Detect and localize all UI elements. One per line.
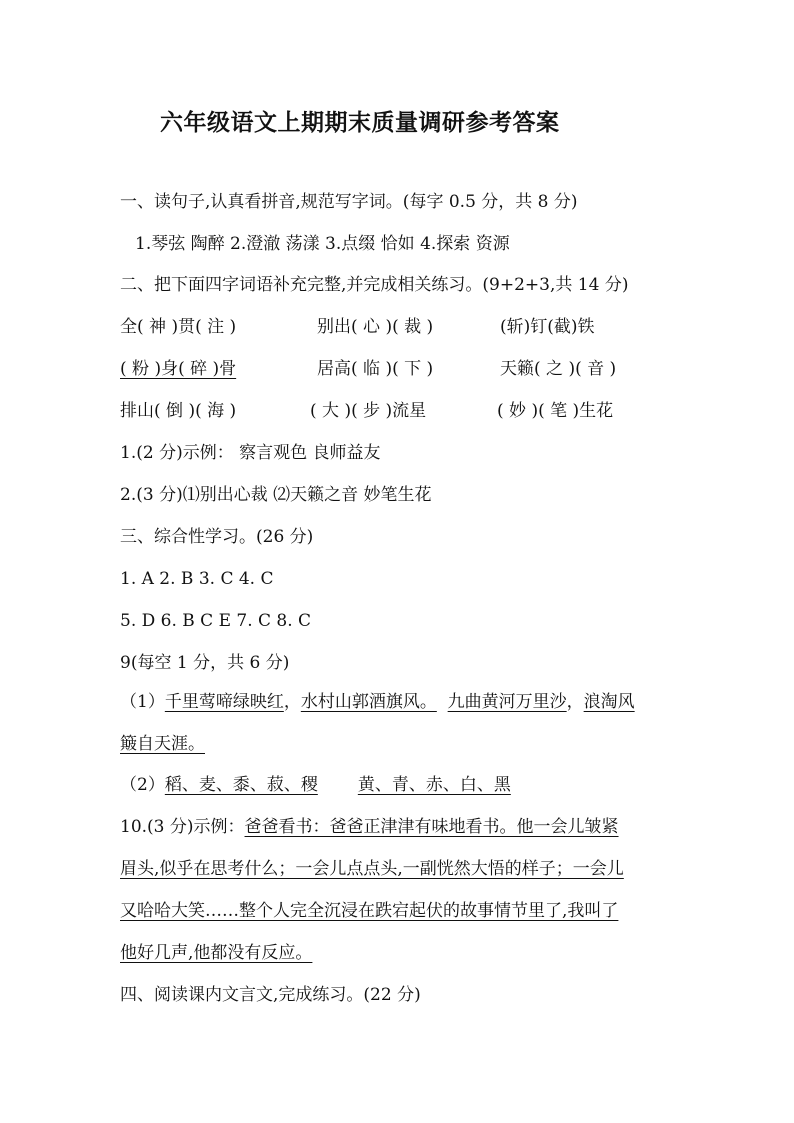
q9-2-grains: 稻、麦、黍、菽、稷: [164, 775, 318, 795]
q9-2-prefix: （2）: [120, 775, 165, 795]
idiom-row-1-c: (斩)钉(截)铁: [500, 317, 595, 337]
question-9-part-2: [120, 773, 511, 797]
section-2-q1: [120, 441, 381, 465]
idiom-row-2-a: ( 粉 )身( 碎 )骨: [120, 359, 237, 379]
q9-1-poem-line-e: 簸自天涯。: [120, 734, 205, 754]
idiom-row-3-b: ( 大 )( 步 )流星: [310, 401, 427, 421]
q10-prefix: 10.(3 分)示例：: [120, 817, 245, 837]
q9-1-prefix: （1）: [120, 692, 165, 712]
idiom-row-2-c: 天籁( 之 )( 音 ): [500, 359, 617, 379]
section-1-answers: 1.琴弦 陶醉 2.澄澈 荡漾 3.点缀 恰如 4.探索 资源: [135, 234, 510, 254]
idiom-row-2-b: 居高( 临 )( 下 ): [317, 359, 434, 379]
section-4-heading: 四、阅读课内文言文,完成练习。(22 分): [120, 985, 421, 1005]
q10-answer-line-3: 又哈哈大笑……整个人完全沉浸在跌宕起伏的故事情节里了,我叫了: [120, 901, 619, 921]
page-title: 六年级语文上期期末质量调研参考答案: [160, 109, 560, 136]
question-9-heading: 9(每空 1 分，共 6 分): [120, 653, 290, 673]
question-10-line-1: [120, 815, 619, 839]
q9-2-colors: 黄、青、赤、白、黑: [357, 775, 511, 795]
q9-1-separator: ，: [566, 692, 584, 712]
q9-1-poem-line-b: 水村山郭酒旗风。: [300, 692, 437, 712]
section-2-q1-answer: 察言观色 良师益友: [239, 443, 381, 463]
multiple-choice-row-2: 5. D 6. B C E 7. C 8. C: [120, 611, 312, 631]
q10-answer-line-2: 眉头,似乎在思考什么；一会儿点点头,一副恍然大悟的样子；一会儿: [120, 859, 624, 879]
section-1-heading: 一、读句子,认真看拼音,规范写字词。(每字 0.5 分，共 8 分): [120, 192, 578, 212]
q9-1-separator: [437, 692, 448, 712]
section-2-heading: 二、把下面四字词语补充完整,并完成相关练习。(9+2+3,共 14 分): [120, 275, 629, 295]
idiom-row-3-c: ( 妙 )( 笔 )生花: [497, 401, 614, 421]
q10-answer-line-4: 他好几声,他都没有反应。: [120, 943, 313, 963]
multiple-choice-row-1: 1. A 2. B 3. C 4. C: [120, 569, 274, 589]
idiom-row-1-a: 全( 神 )贯( 注 ): [120, 317, 237, 337]
section-2-q1-prefix: 1.(2 分)示例：: [120, 443, 234, 463]
q9-1-poem-line-c: 九曲黄河万里沙: [447, 692, 567, 712]
q9-1-poem-line-a: 千里莺啼绿映红: [164, 692, 284, 712]
idiom-row-3-a: 排山( 倒 )( 海 ): [120, 401, 237, 421]
question-9-part-1: [120, 690, 635, 714]
q9-1-poem-line-d: 浪淘风: [583, 692, 635, 712]
section-2-q2: 2.(3 分)⑴别出心裁 ⑵天籁之音 妙笔生花: [120, 485, 432, 505]
section-3-heading: 三、综合性学习。(26 分): [120, 527, 314, 547]
q10-answer-line-1: 爸爸看书：爸爸正津津有味地看书。他一会儿皱紧: [244, 817, 619, 837]
idiom-row-1-b: 别出( 心 )( 裁 ): [317, 317, 434, 337]
q9-1-separator: ，: [283, 692, 301, 712]
